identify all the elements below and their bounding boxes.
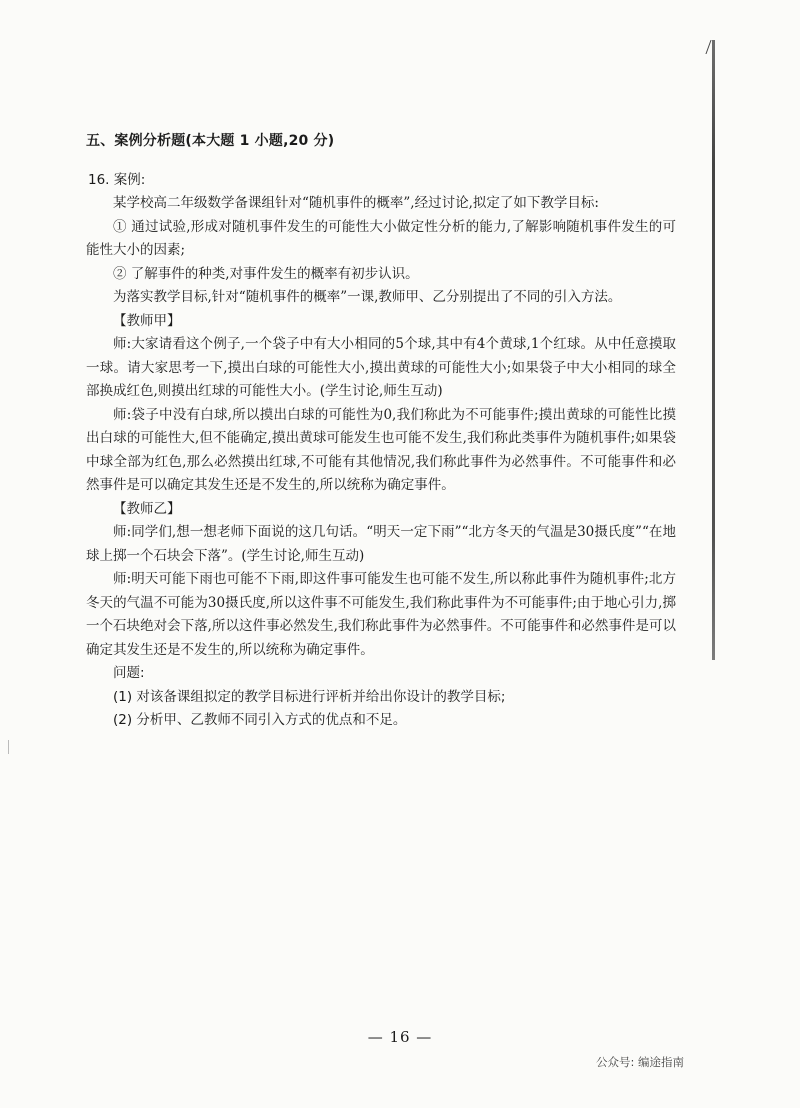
teacher-a-label: 【教师甲】 [113,312,181,329]
page-number: — 16 — [367,1028,433,1046]
case-label: 16. 案例: [88,172,146,188]
goal-item-1: ① 通过试验,形成对随机事件发生的可能性大小做定性分析的能力,了解影响随机事件发生的可能性大小的因素; [86,218,676,258]
scan-edge-line [712,40,715,660]
teacher-b-paragraph-2: 师:明天可能下雨也可能不下雨,即这件事可能发生也可能不发生,所以称此事件为随机事件;北方冬天的气温不可能为30摄氏度,所以这件事不可能发生,我们称此事件为不可能事件;由于地心引力,掷一个石块绝对会下落,所以这件事必然发生,我们称此事件为必然事件。不可能事件和必然事件是可以确定其发生还是不发生的,所以统称为确定事件。 [86,571,676,658]
goal-item-2: ② 了解事件的种类,对事件发生的概率有初步认识。 [113,265,419,282]
case-intro: 某学校高二年级数学备课组针对“随机事件的概率”,经过讨论,拟定了如下教学目标: [113,195,599,211]
question-content [86,130,676,733]
teacher-a-paragraph-1: 师:大家请看这个例子,一个袋子中有大小相同的5个球,其中有4个黄球,1个红球。从中任意摸取一球。请大家思考一下,摸出白球的可能性大小,摸出黄球的可能性大小;如果袋子中大小相同的球全部换成红色,则摸出红球的可能性大小。(学生讨论,师生互动) [86,336,676,399]
scan-edge-tick [705,40,717,54]
teacher-b-paragraph-1: 师:同学们,想一想老师下面说的这几句话。“明天一定下雨”“北方冬天的气温是30摄氏度”“在地球上掷一个石块会下落”。(学生讨论,师生互动) [86,524,676,564]
teacher-a-paragraph-2: 师:袋子中没有白球,所以摸出白球的可能性为0,我们称此为不可能事件;摸出黄球的可能性比摸出白球的可能性大,但不能确定,摸出黄球可能发生也可能不发生,我们称此类事件为随机事件;如果袋中球全部为红色,那么必然摸出红球,不可能有其他情况,我们称此事件为必然事件。不可能事件和必然事件是可以确定其发生还是不发生的,所以统称为确定事件。 [86,406,676,493]
section-heading: 五、案例分析题(本大题 1 小题,20 分) [86,133,335,149]
teacher-b-label: 【教师乙】 [113,500,181,517]
question-item-2: (2) 分析甲、乙教师不同引入方式的优点和不足。 [113,712,407,728]
transition-text: 为落实教学目标,针对“随机事件的概率”一课,教师甲、乙分别提出了不同的引入方法。 [113,289,622,305]
question-item-1: (1) 对该备课组拟定的教学目标进行评析并给出你设计的教学目标; [113,688,506,705]
questions-label: 问题: [113,665,145,681]
scan-mark [8,740,9,754]
watermark-text: 公众号: 编途指南 [596,1055,685,1069]
